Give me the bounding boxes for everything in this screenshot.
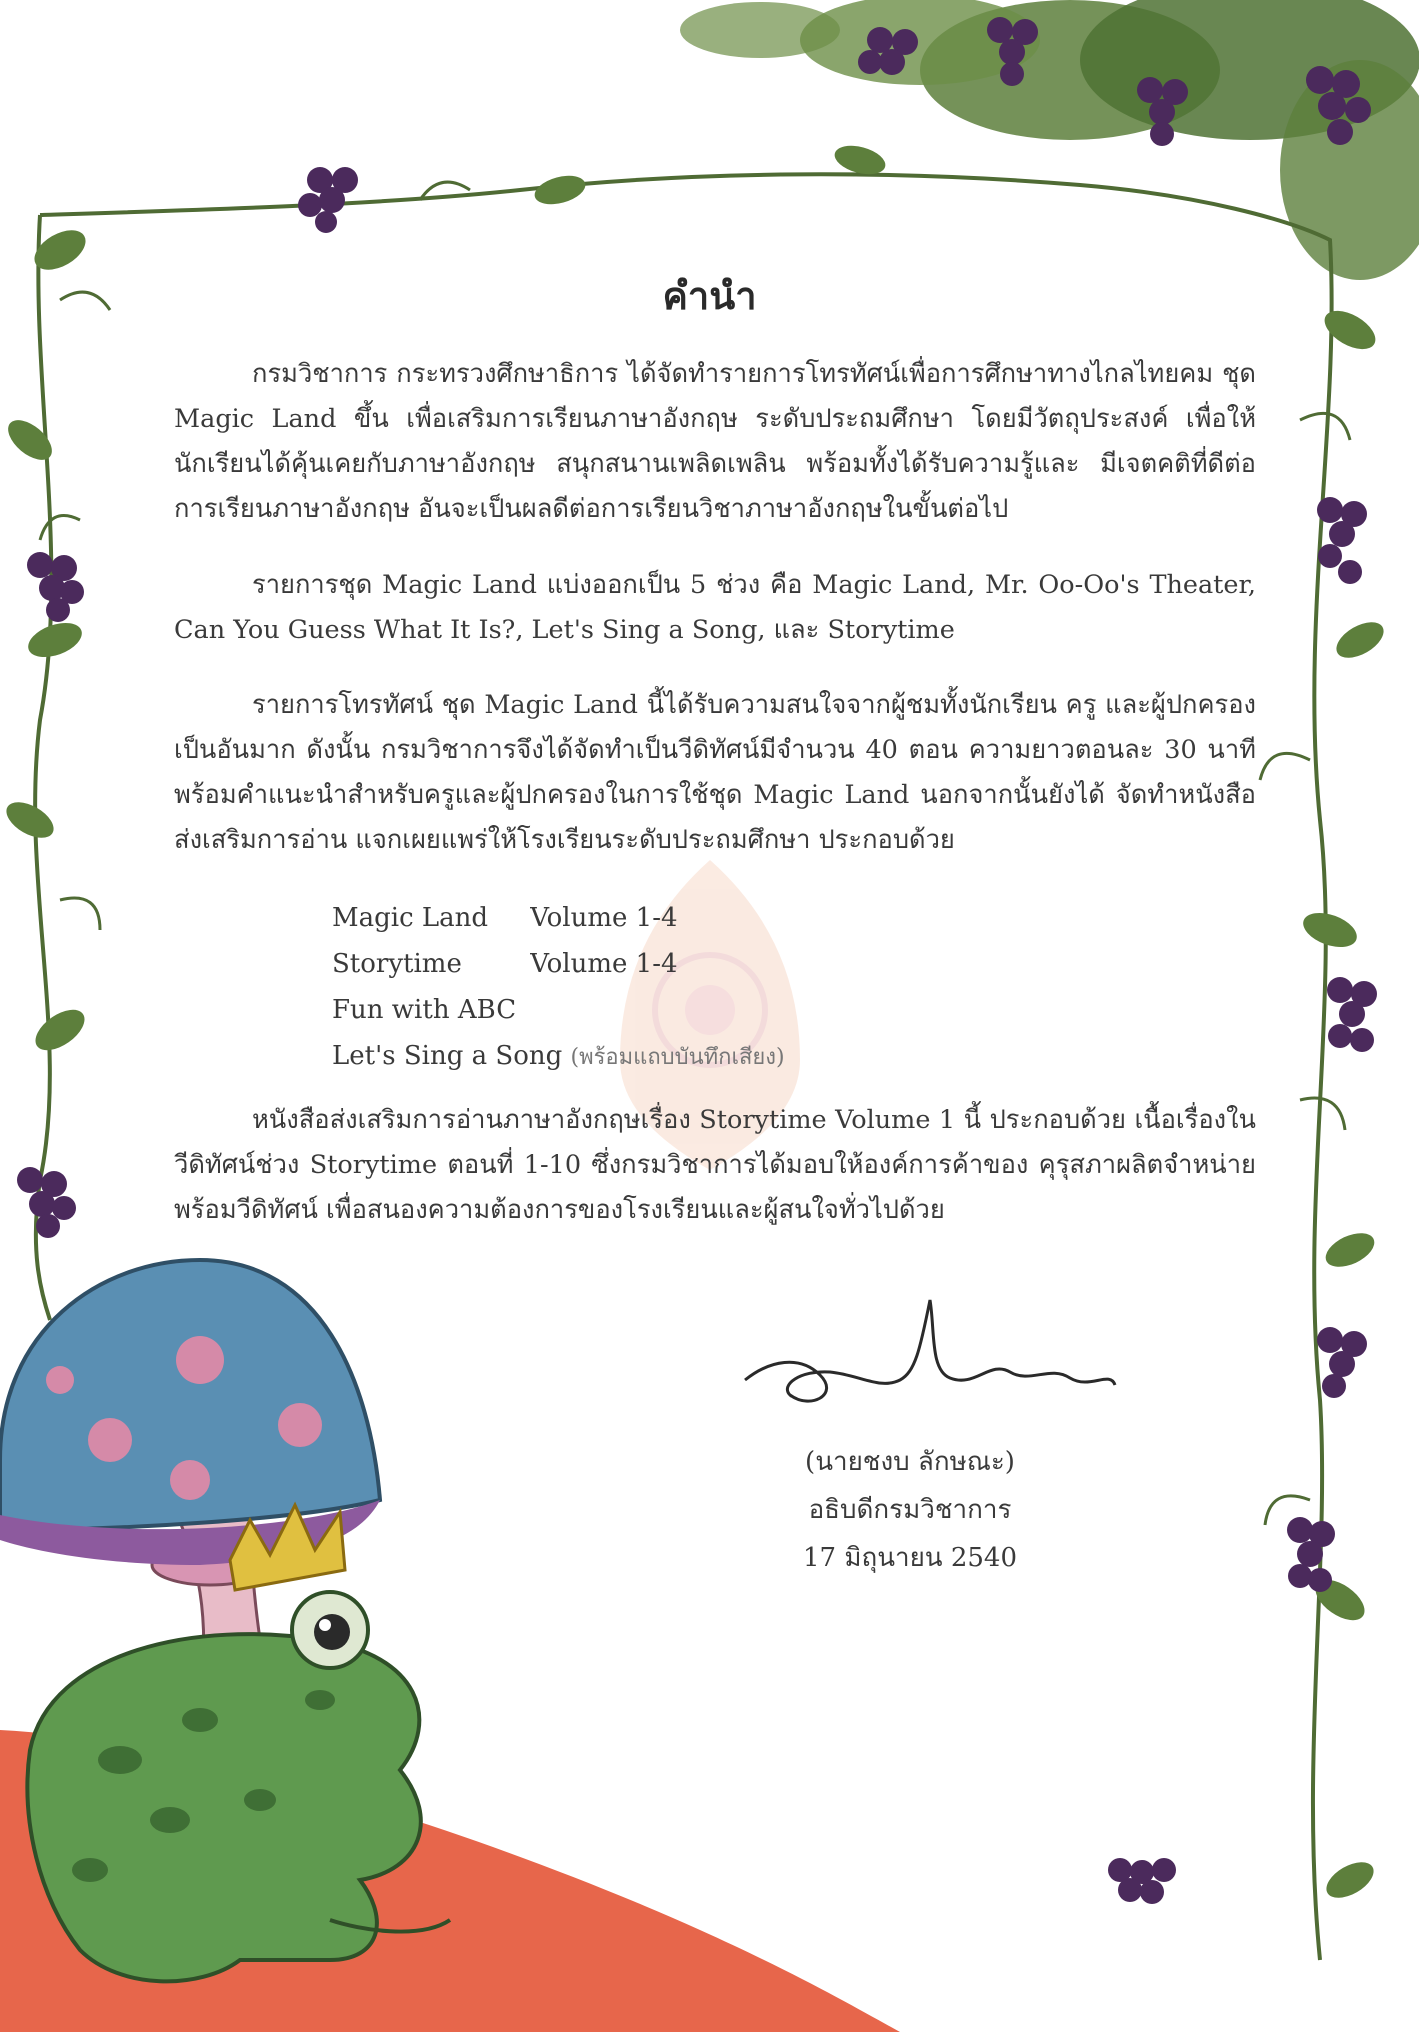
volume-name: Let's Sing a Song	[332, 1041, 563, 1071]
leaf-cluster-top	[680, 0, 1419, 280]
grapes-right-3	[1317, 1327, 1367, 1398]
list-item	[332, 1033, 785, 1079]
volume-detail: Volume 1-4	[530, 949, 678, 979]
grapes-bottom	[1108, 1858, 1176, 1904]
volume-detail: Volume 1-4	[530, 903, 678, 933]
intro-paragraph-4: หนังสือส่งเสริมการอ่านภาษาอังกฤษเรื่อง Storytime Volume 1 นี้ ประกอบด้วย เนื้อเรื่องในวีดิทัศน์ช่วง Storytime ตอนที่ 1-10 ซึ่งกรมวิชาการได้มอบให้องค์การค้าของ คุรุสภาผลิตจำหน่ายพร้อมวีดิทัศน์ เพื่อสนองความต้องการของโรงเรียนและผู้สนใจทั่วไปด้วย	[174, 1105, 1256, 1225]
volume-name: Magic Land	[332, 903, 489, 933]
grapes-left-1	[27, 552, 84, 622]
signature-date: 17 มิถุนายน 2540	[802, 1543, 1018, 1573]
list-item	[332, 941, 785, 987]
list-item	[332, 895, 785, 941]
intro-paragraph-3: รายการโทรทัศน์ ชุด Magic Land นี้ได้รับความสนใจจากผู้ชมทั้งนักเรียน ครู และผู้ปกครอง เป็นอันมาก ดังนั้น กรมวิชาการจึงได้จัดทำเป็นวีดิทัศน์มีจำนวน 40 ตอน ความยาวตอนละ 30 นาที พร้อมคำแนะนำสำหรับครูและผู้ปกครองในการใช้ชุด Magic Land นอกจากนั้นยังได้ จัดทำหนังสือส่งเสริมการอ่าน แจกเผยแพร่ให้โรงเรียนระดับประถมศึกษา ประกอบด้วย	[174, 690, 1256, 855]
signer-name: (นายชงบ ลักษณะ)	[805, 1447, 1015, 1477]
list-item	[332, 987, 785, 1033]
volume-note: (พร้อมแถบบันทึกเสียง)	[570, 1045, 785, 1070]
volume-name: Storytime	[332, 949, 462, 979]
signature-block	[760, 1438, 1060, 1582]
intro-paragraph-1: กรมวิชาการ กระทรวงศึกษาธิการ ได้จัดทำรายการโทรทัศน์เพื่อการศึกษาทางไกลไทยคม ชุด Magic Land ขึ้น เพื่อเสริมการเรียนภาษาอังกฤษ ระดับประถมศึกษา โดยมีวัตถุประสงค์ เพื่อให้นักเรียนได้คุ้นเคยกับภาษาอังกฤษ สนุกสนานเพลิดเพลิน พร้อมทั้งได้รับความรู้และ มีเจตคติที่ดีต่อการเรียนภาษาอังกฤษ อันจะเป็นผลดีต่อการเรียนวิชาภาษาอังกฤษในขั้นต่อไป	[174, 359, 1256, 524]
grapes-left-2	[17, 1167, 76, 1238]
intro-paragraph-2: รายการชุด Magic Land แบ่งออกเป็น 5 ช่วง คือ Magic Land, Mr. Oo-Oo's Theater, Can You Guess What It Is?, Let's Sing a Song, และ Storytime	[174, 570, 1256, 645]
page-title: คำนำ	[662, 273, 757, 319]
signature-image	[745, 1300, 1115, 1401]
volume-list	[332, 895, 785, 1079]
grapes-top-left	[298, 167, 358, 233]
grapes-right-4	[1287, 1517, 1335, 1592]
volume-name: Fun with ABC	[332, 995, 517, 1025]
grapes-right-1	[1317, 497, 1367, 584]
signer-position: อธิบดีกรมวิชาการ	[808, 1495, 1012, 1525]
grapes-right-2	[1327, 977, 1377, 1052]
